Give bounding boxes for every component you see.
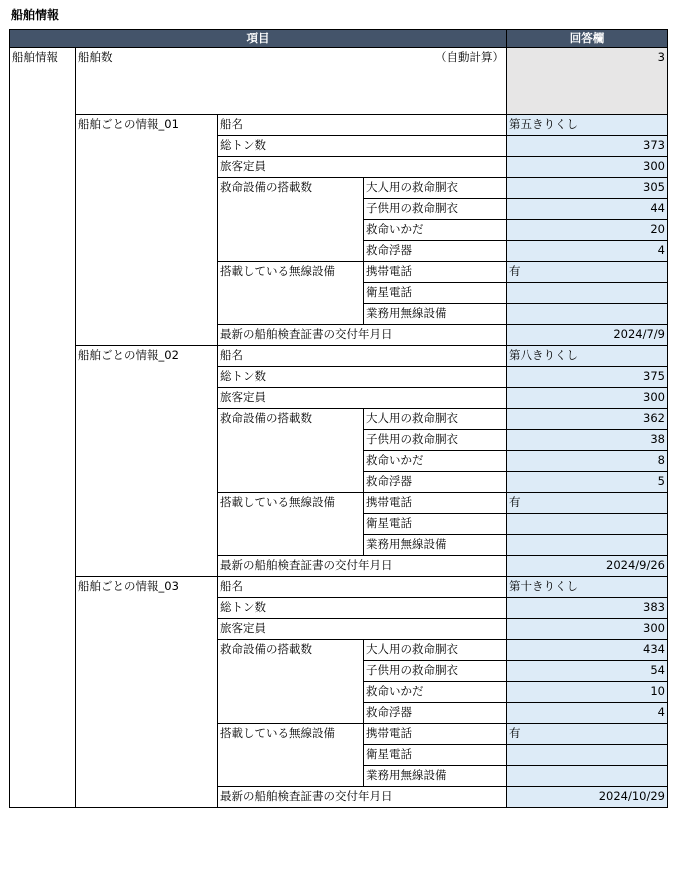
capacity-label: 旅客定員 (218, 388, 507, 409)
mobile-label: 携帯電話 (364, 262, 507, 283)
table-row (10, 346, 668, 367)
cert-date-label: 最新の船舶検査証書の交付年月日 (218, 325, 507, 346)
raft-answer[interactable]: 10 (507, 682, 668, 703)
cert-date-answer[interactable]: 2024/9/26 (507, 556, 668, 577)
tonnage-answer[interactable]: 373 (507, 136, 668, 157)
radio-group-label: 搭載している無線設備 (218, 724, 364, 787)
mobile-label: 携帯電話 (364, 493, 507, 514)
child-vest-answer[interactable]: 54 (507, 661, 668, 682)
satellite-label: 衛星電話 (364, 745, 507, 766)
cert-date-label: 最新の船舶検査証書の交付年月日 (218, 787, 507, 808)
buoy-answer[interactable]: 4 (507, 703, 668, 724)
mobile-answer[interactable]: 有 (507, 262, 668, 283)
business-radio-label: 業務用無線設備 (364, 766, 507, 787)
buoy-label: 救命浮器 (364, 241, 507, 262)
cert-date-label: 最新の船舶検査証書の交付年月日 (218, 556, 507, 577)
adult-vest-label: 大人用の救命胴衣 (364, 640, 507, 661)
lifesaving-group-label: 救命設備の搭載数 (218, 640, 364, 724)
cert-date-answer[interactable]: 2024/7/9 (507, 325, 668, 346)
child-vest-label: 子供用の救命胴衣 (364, 199, 507, 220)
child-vest-label: 子供用の救命胴衣 (364, 661, 507, 682)
raft-label: 救命いかだ (364, 451, 507, 472)
ship-count-value: 3 (507, 48, 668, 115)
ship-section-label: 船舶ごとの情報_02 (76, 346, 218, 577)
business-radio-label: 業務用無線設備 (364, 304, 507, 325)
capacity-answer[interactable]: 300 (507, 388, 668, 409)
capacity-answer[interactable]: 300 (507, 619, 668, 640)
name-label: 船名 (218, 577, 507, 598)
tonnage-label: 総トン数 (218, 136, 507, 157)
child-vest-answer[interactable]: 38 (507, 430, 668, 451)
name-answer[interactable]: 第五きりくし (507, 115, 668, 136)
tonnage-label: 総トン数 (218, 598, 507, 619)
raft-answer[interactable]: 20 (507, 220, 668, 241)
lifesaving-group-label: 救命設備の搭載数 (218, 409, 364, 493)
capacity-answer[interactable]: 300 (507, 157, 668, 178)
header-answer: 回答欄 (507, 30, 668, 48)
table-row (10, 577, 668, 598)
adult-vest-label: 大人用の救命胴衣 (364, 178, 507, 199)
adult-vest-answer[interactable]: 434 (507, 640, 668, 661)
business-radio-answer[interactable] (507, 766, 668, 787)
page-title: 船舶情報 (11, 8, 60, 22)
adult-vest-label: 大人用の救命胴衣 (364, 409, 507, 430)
ship-info-table (9, 29, 668, 808)
adult-vest-answer[interactable]: 362 (507, 409, 668, 430)
header-item: 項目 (10, 30, 507, 48)
cert-date-answer[interactable]: 2024/10/29 (507, 787, 668, 808)
capacity-label: 旅客定員 (218, 157, 507, 178)
capacity-label: 旅客定員 (218, 619, 507, 640)
child-vest-label: 子供用の救命胴衣 (364, 430, 507, 451)
tonnage-answer[interactable]: 375 (507, 367, 668, 388)
mobile-label: 携帯電話 (364, 724, 507, 745)
lifesaving-group-label: 救命設備の搭載数 (218, 178, 364, 262)
satellite-label: 衛星電話 (364, 514, 507, 535)
name-answer[interactable]: 第八きりくし (507, 346, 668, 367)
mobile-answer[interactable]: 有 (507, 493, 668, 514)
satellite-answer[interactable] (507, 514, 668, 535)
satellite-answer[interactable] (507, 745, 668, 766)
buoy-label: 救命浮器 (364, 703, 507, 724)
radio-group-label: 搭載している無線設備 (218, 262, 364, 325)
name-label: 船名 (218, 115, 507, 136)
satellite-label: 衛星電話 (364, 283, 507, 304)
auto-calc-note: （自動計算） (435, 50, 504, 64)
raft-label: 救命いかだ (364, 220, 507, 241)
buoy-label: 救命浮器 (364, 472, 507, 493)
name-label: 船名 (218, 346, 507, 367)
table-row (10, 115, 668, 136)
tonnage-label: 総トン数 (218, 367, 507, 388)
ship-count-name: 船舶数 (78, 50, 113, 64)
raft-answer[interactable]: 8 (507, 451, 668, 472)
adult-vest-answer[interactable]: 305 (507, 178, 668, 199)
ship-section-label: 船舶ごとの情報_03 (76, 577, 218, 808)
mobile-answer[interactable]: 有 (507, 724, 668, 745)
radio-group-label: 搭載している無線設備 (218, 493, 364, 556)
tonnage-answer[interactable]: 383 (507, 598, 668, 619)
root-label: 船舶情報 (10, 48, 76, 808)
buoy-answer[interactable]: 5 (507, 472, 668, 493)
name-answer[interactable]: 第十きりくし (507, 577, 668, 598)
business-radio-answer[interactable] (507, 535, 668, 556)
ship-section-label: 船舶ごとの情報_01 (76, 115, 218, 346)
raft-label: 救命いかだ (364, 682, 507, 703)
child-vest-answer[interactable]: 44 (507, 199, 668, 220)
satellite-answer[interactable] (507, 283, 668, 304)
ship-count-label (76, 48, 507, 115)
business-radio-label: 業務用無線設備 (364, 535, 507, 556)
buoy-answer[interactable]: 4 (507, 241, 668, 262)
business-radio-answer[interactable] (507, 304, 668, 325)
